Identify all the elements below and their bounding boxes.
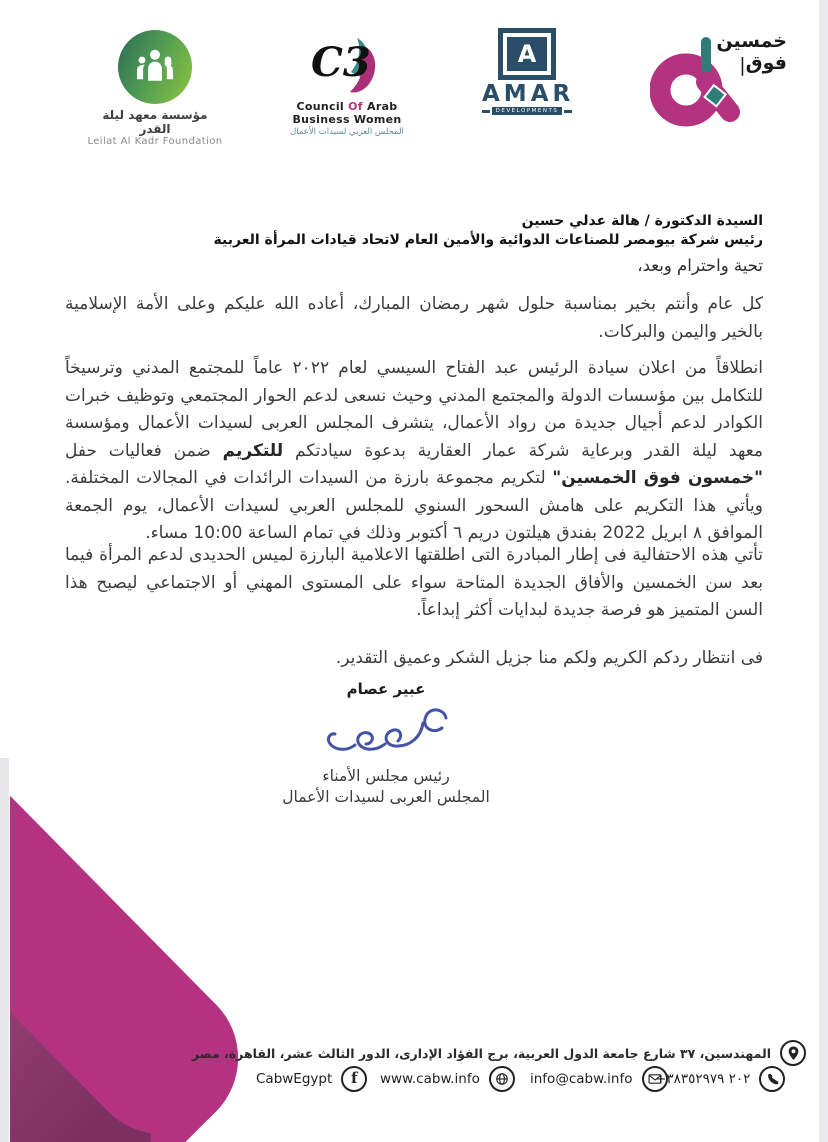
recipient-name: السيدة الدكتورة / هالة عدلي حسين — [521, 213, 763, 229]
globe-icon — [489, 1066, 515, 1092]
cabw-name-english — [288, 100, 406, 126]
paragraph-initiative: تأتي هذه الاحتفالية فى إطار المبادرة التى اطلقتها الاعلامية البارزة لميس الحديدى لدعم المرأة فيما بعد سن الخمسين والأفاق الجديدة المتاحة سواء على المستوى المهني أو الاجتماعي ليصبح هذا السن المتميز هو فرصة جديدة لبدايات أكثر إبداعاً. — [65, 545, 763, 620]
footer-email — [530, 1066, 668, 1092]
website-url: www.cabw.info — [380, 1071, 480, 1087]
fifty-plus-wordmark — [716, 30, 787, 74]
cabw-logo — [288, 36, 406, 137]
footer-phone — [655, 1066, 785, 1092]
invitation-event-name-bold: "خمسون فوق الخمسين" — [552, 468, 763, 488]
paragraph-greeting: كل عام وأنتم بخير بمناسبة حلول شهر رمضان المبارك، أعاده الله عليكم وعلى الأمة الإسلامية بالخير واليمن والبركات. — [65, 294, 763, 342]
amar-name: AMAR — [482, 81, 575, 107]
signer-title-1: رئيس مجلس الأمناء — [322, 767, 450, 785]
amar-subtitle: DEVELOPMENTS — [492, 107, 563, 115]
fifty-bar: | — [739, 54, 746, 76]
cabw-word-of: Of — [348, 100, 363, 113]
footer-address: المهندسين، ٣٧ شارع جامعة الدول العربية، برج الفؤاد الإدارى، الدور الثالث عشر، القاهرة، مصر — [191, 1045, 771, 1061]
footer-facebook — [256, 1066, 367, 1092]
email-address: info@cabw.info — [530, 1071, 633, 1087]
amar-subtitle-banner — [482, 107, 572, 115]
recipient-title: رئيس شركة بيومصر للصناعات الدوائية والأمين العام لاتحاد قيادات المرأة العربية — [213, 232, 763, 248]
recipient-block — [65, 212, 763, 250]
salutation: تحية واحترام وبعد، — [637, 256, 763, 275]
leilat-people-icon — [118, 30, 192, 104]
paragraph-invitation — [65, 355, 763, 548]
people-icon — [132, 44, 178, 90]
leilat-name-arabic: مؤسسة معهد ليلة القدر — [102, 108, 208, 136]
page-edge-left — [0, 758, 9, 1142]
facebook-icon: f — [341, 1066, 367, 1092]
signer-name: عبير عصام — [346, 680, 426, 698]
footer-website — [380, 1066, 515, 1092]
footer-address-row — [192, 1040, 806, 1066]
cabw-name-arabic: المجلس العربي لسيدات الأعمال — [290, 127, 404, 137]
fifty-word-fouq: فوق| — [739, 52, 787, 76]
invitation-text-3: لتكريم مجموعة بارزة من السيدات الرائدات في المجالات المختلفة. ويأتي هذا التكريم على هامش السحور السنوي للمجلس العربي لسيدات الأعمال، يوم الجمعة الموافق ٨ ابريل 2022 بفندق هيلتون دريم ٦ أكتوبر وذلك في تمام الساعة 10:00 مساء. — [65, 468, 763, 543]
cabw-word-council: Council — [296, 100, 344, 113]
invitation-text-2: ضمن فعاليات حفل — [65, 440, 223, 461]
fifty-plus-logo — [650, 24, 805, 124]
amar-letter-a: A — [517, 40, 537, 68]
invitation-honoring-bold: للتكريم — [222, 440, 284, 461]
leilat-al-kadr-logo — [85, 30, 225, 147]
handwritten-signature — [311, 700, 461, 762]
page-edge-right — [819, 0, 828, 1142]
facebook-handle: CabwEgypt — [256, 1071, 333, 1087]
banner-line-right — [564, 110, 572, 113]
invitation-text-1: انطلاقاً من اعلان سيادة الرئيس عبد الفتاح السيسي لعام ٢٠٢٢ عاماً للمجتمع المدني وترسيخاً للتكامل بين مؤسسات الدولة والمجتمع المدني وحيث نسعى لدعم الحوار المجتمعي وتوظيف خبرات الكوادر لدعم أجيال جديدة من رواد الأعمال، يتشرف المجلس العربى لسيدات الأعمال ومؤسسة معهد ليلة القدر وبرعاية شركة عمار العقارية بدعوة سيادتكم — [65, 358, 763, 461]
location-pin-icon — [780, 1040, 806, 1066]
cabw-word-arab: Arab — [367, 100, 398, 113]
signer-title-2: المجلس العربى لسيدات الأعمال — [282, 788, 490, 806]
banner-line-left — [482, 110, 490, 113]
amar-developments-logo — [482, 28, 575, 115]
leilat-name-english: Leilat Al Kadr Foundation — [87, 136, 223, 147]
cabw-monogram-icon — [309, 36, 385, 96]
cabw-line-business-women: Business Women — [292, 113, 402, 126]
amar-square-icon — [498, 28, 556, 80]
svg-text:C3: C3 — [311, 39, 371, 86]
phone-icon — [759, 1066, 785, 1092]
closing-line: فى انتظار ردكم الكريم ولكم منا جزيل الشكر وعميق التقدير. — [335, 648, 763, 668]
phone-number: +٢٠٢ ٣٨٣٥٢٩٧٩ — [655, 1071, 751, 1087]
fifty-word-khamseen: خمسين — [716, 30, 787, 52]
